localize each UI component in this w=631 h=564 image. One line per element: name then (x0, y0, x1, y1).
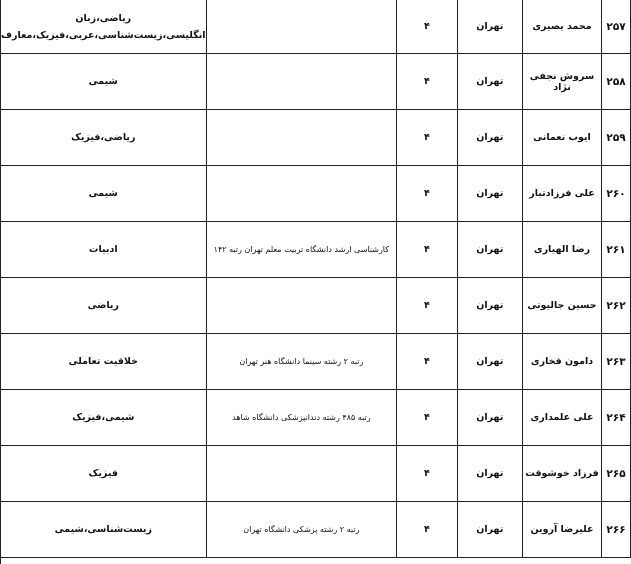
subjects (1, 278, 207, 334)
subjects-line: شیمی (88, 188, 118, 199)
city: تهران (457, 278, 522, 334)
row-number: ۲۶۲ (602, 278, 631, 334)
rank-note (206, 0, 397, 54)
subjects (1, 110, 207, 166)
rank-note (206, 166, 397, 222)
city: تهران (457, 0, 522, 54)
row-number: ۲۶۴ (602, 390, 631, 446)
subjects-line: انگلیسی،زیست‌شناسی،عربی،فیزیک،معارف (1, 29, 206, 41)
student-name: ایوب نعمانی (522, 110, 601, 166)
table-row (1, 110, 631, 166)
region-code: ۴ (397, 390, 457, 446)
row-number: ۲۶۵ (602, 446, 631, 502)
subjects-line: ادبیات (88, 244, 118, 255)
student-name: دامون فخاری (522, 334, 601, 390)
city: تهران (457, 222, 522, 278)
city: تهران (457, 334, 522, 390)
region-code: ۴ (397, 446, 457, 502)
table-row (1, 0, 631, 54)
table-row (1, 222, 631, 278)
row-number: ۲۵۸ (602, 54, 631, 110)
row-number: ۲۶۰ (602, 166, 631, 222)
rank-note: رتبه ۲ رشته سینما دانشگاه هنر تهران (206, 334, 397, 390)
city: تهران (457, 54, 522, 110)
subjects (1, 166, 207, 222)
row-number: ۲۵۷ (602, 0, 631, 54)
region-code: ۴ (397, 166, 457, 222)
rank-note: رتبه ۴۸۵ رشته دندانپزشکی دانشگاه شاهد (206, 390, 397, 446)
region-code: ۴ (397, 502, 457, 558)
city: تهران (457, 446, 522, 502)
region-code: ۴ (397, 54, 457, 110)
subjects-line: شیمی (88, 76, 118, 87)
subjects (1, 334, 207, 390)
table-row (1, 278, 631, 334)
row-number: ۲۶۳ (602, 334, 631, 390)
student-name: محمد یصیری (522, 0, 601, 54)
student-name: علیرضا آروین (522, 502, 601, 558)
rank-note (206, 110, 397, 166)
subjects-line: ریاضی،فیزیک (71, 132, 136, 143)
table-row (1, 502, 631, 558)
rank-note: کارشناسی ارشد دانشگاه تربیت معلم تهران رتبه ۱۴۲ (206, 222, 397, 278)
subjects-line: شیمی،فیزیک (72, 412, 135, 423)
region-code: ۴ (397, 222, 457, 278)
student-name: حسین جالیوتی (522, 278, 601, 334)
table-row (1, 166, 631, 222)
subjects-line: ریاضی (87, 300, 119, 311)
student-name: علی علمداری (522, 390, 601, 446)
rank-note (206, 278, 397, 334)
row-number: ۲۶۶ (602, 502, 631, 558)
subjects (1, 390, 207, 446)
region-code: ۴ (397, 110, 457, 166)
subjects-line: ریاضی،زبان (75, 12, 132, 24)
student-name: فرزاد خوشوقت (522, 446, 601, 502)
table-row (1, 446, 631, 502)
subjects (1, 54, 207, 110)
rank-note (206, 54, 397, 110)
rank-note (206, 446, 397, 502)
student-name: سروش نجفی نژاد (522, 54, 601, 110)
subjects (1, 446, 207, 502)
subjects (1, 222, 207, 278)
city: تهران (457, 390, 522, 446)
city: تهران (457, 110, 522, 166)
subjects-line: فیزیک (88, 468, 118, 479)
region-code: ۴ (397, 0, 457, 54)
city: تهران (457, 166, 522, 222)
table-row (1, 334, 631, 390)
student-name: رضا الهیاری (522, 222, 601, 278)
table-row (1, 390, 631, 446)
table-row (1, 54, 631, 110)
subjects-line: خلاقیت تعاملی (68, 356, 138, 367)
results-table-body (1, 0, 631, 558)
rank-note: رتبه ۲ رشته پزشکی دانشگاه تهران (206, 502, 397, 558)
subjects (1, 502, 207, 558)
region-code: ۴ (397, 278, 457, 334)
row-number: ۲۶۱ (602, 222, 631, 278)
subjects-line: زیست‌شناسی،شیمی (54, 524, 152, 535)
city: تهران (457, 502, 522, 558)
subjects (1, 0, 207, 54)
region-code: ۴ (397, 334, 457, 390)
row-number: ۲۵۹ (602, 110, 631, 166)
student-name: علی فرزادتبار (522, 166, 601, 222)
